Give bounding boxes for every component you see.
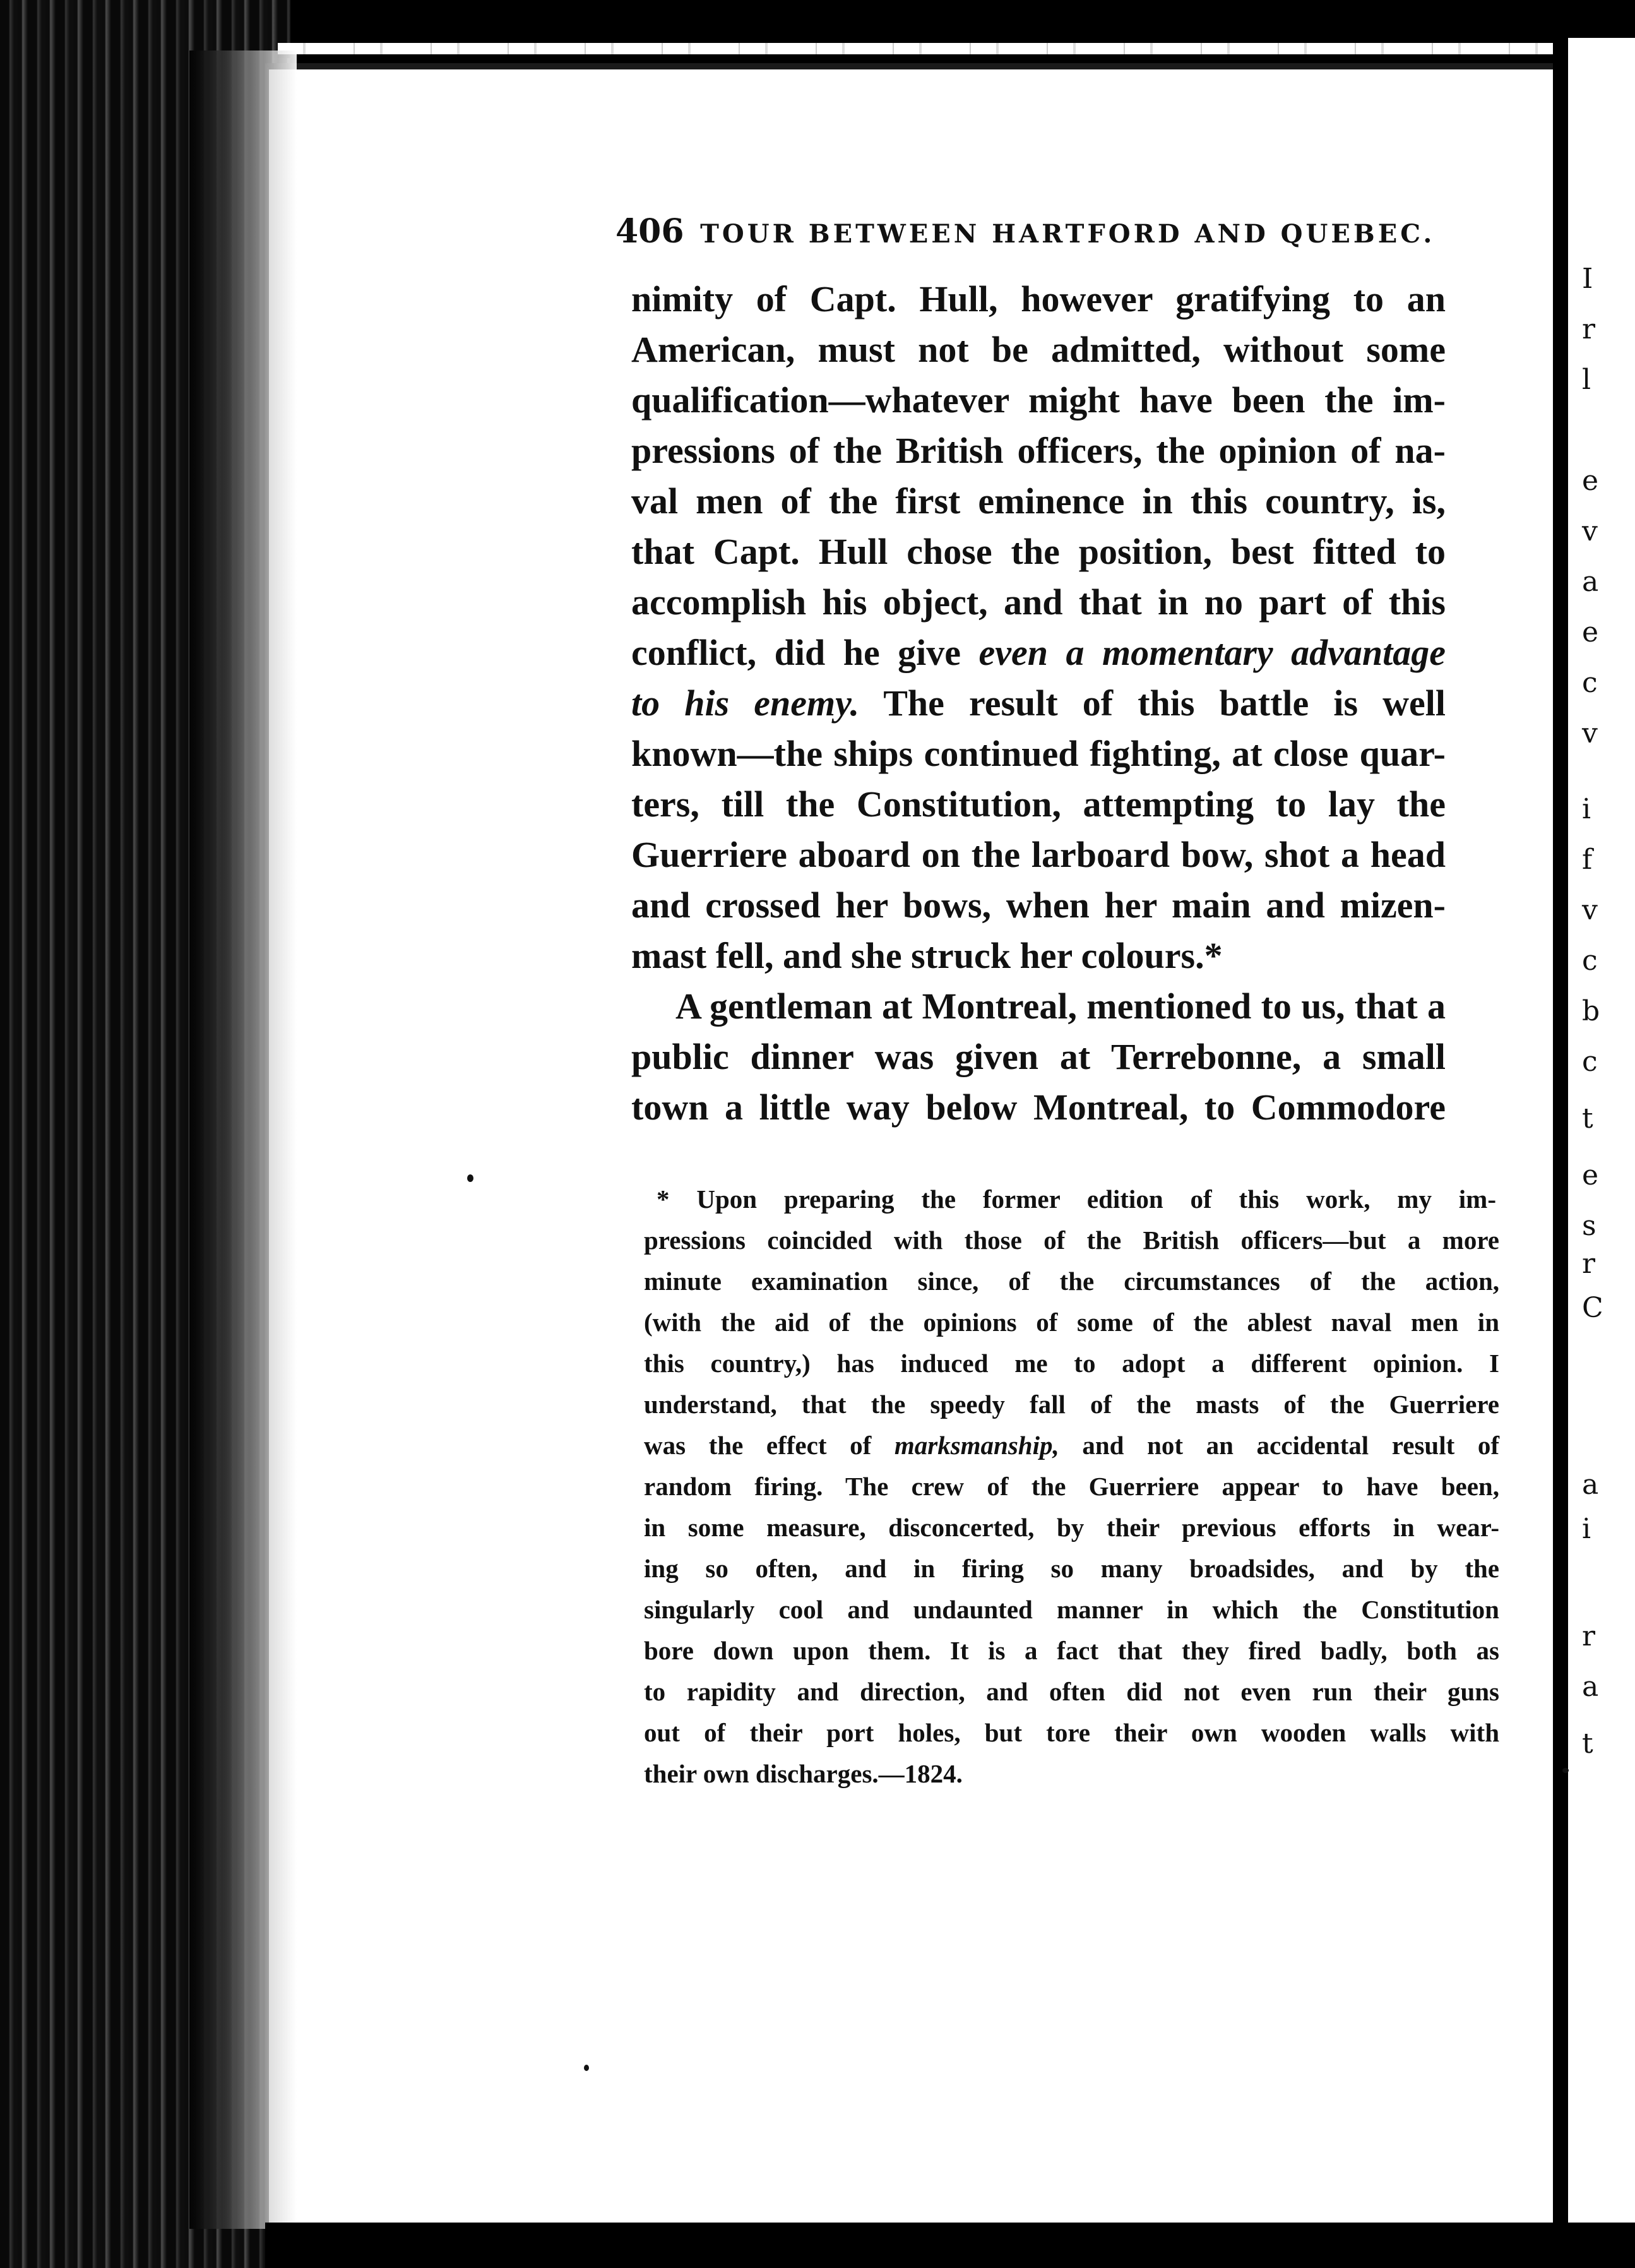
running-header [615, 212, 1436, 251]
body-line: accomplish his object, and that in no part of this [631, 582, 1446, 623]
adjacent-page-glyph: a [1582, 1469, 1599, 1501]
italic-emphasis: to his enemy. [631, 683, 860, 724]
adjacent-page-glyph: l [1582, 364, 1591, 396]
page-number: 406 [615, 212, 684, 251]
body-line: that Capt. Hull chose the position, best fitted to [631, 531, 1446, 572]
adjacent-page-edge [1559, 38, 1635, 2223]
adjacent-page-glyph: v [1582, 717, 1598, 749]
adjacent-page-glyph: i [1582, 793, 1591, 825]
adjacent-page-glyph: r [1582, 313, 1596, 345]
footnote-line: their own discharges.—1824. [644, 1759, 963, 1788]
adjacent-page-glyph: a [1582, 566, 1599, 598]
scan-speck [467, 1174, 473, 1182]
running-title: TOUR BETWEEN HARTFORD AND QUEBEC. [700, 219, 1436, 249]
adjacent-page-glyph: e [1582, 616, 1599, 648]
gutter-shadow [189, 51, 297, 2229]
adjacent-page-glyph: s [1582, 1210, 1596, 1242]
adjacent-page-glyph: t [1582, 1102, 1593, 1135]
body-line: A gentleman at Montreal, mentioned to us, that a [675, 986, 1446, 1027]
body-line: pressions of the British officers, the opinion of na- [631, 430, 1446, 471]
footnote-segment: was the effect of [644, 1431, 872, 1460]
page-bottom-edge [265, 2223, 1566, 2268]
footnote-line: random firing. The crew of the Guerriere appear to have been, [644, 1472, 1499, 1501]
footnote-line: minute examination since, of the circumstances of the action, [644, 1267, 1499, 1296]
body-line: qualification—whatever might have been the im- [631, 379, 1446, 421]
body-line: Guerriere aboard on the larboard bow, shot a head [631, 834, 1446, 875]
italic-emphasis: even a momentary advantage [978, 632, 1446, 673]
footnote-line: in some measure, disconcerted, by their previous efforts in wear- [644, 1513, 1499, 1542]
body-line: ters, till the Constitution, attempting to lay the [631, 784, 1446, 825]
adjacent-page-glyph: a [1582, 1671, 1599, 1703]
body-line: and crossed her bows, when her main and mizen- [631, 885, 1446, 926]
adjacent-page-glyph: c [1582, 1046, 1598, 1078]
adjacent-page-glyph: t [1582, 1728, 1593, 1760]
footnote-line: ing so often, and in firing so many broadsides, and by the [644, 1554, 1499, 1583]
adjacent-page-glyph: r [1582, 1248, 1596, 1280]
adjacent-page-glyph: e [1582, 465, 1599, 497]
body-line: mast fell, and she struck her colours.* [631, 935, 1223, 976]
adjacent-page-glyph: b [1582, 995, 1600, 1027]
body-line: known—the ships continued fighting, at close quar- [631, 733, 1446, 774]
scan-speck [584, 2065, 589, 2071]
body-line-mixed [631, 682, 1446, 724]
adjacent-page-glyph: i [1582, 1513, 1591, 1545]
body-line-mixed [631, 631, 1446, 674]
adjacent-page-glyph: c [1582, 945, 1598, 977]
body-line-segment: conflict, did he give [631, 632, 961, 673]
body-line: American, must not be admitted, without some [631, 329, 1446, 370]
footnote-line: understand, that the speedy fall of the masts of the Guerriere [644, 1390, 1499, 1419]
adjacent-page-glyph: v [1582, 515, 1598, 547]
body-line: nimity of Capt. Hull, however gratifying to an [631, 278, 1446, 319]
body-line: public dinner was given at Terrebonne, a small [631, 1036, 1446, 1077]
footnote-line: (with the aid of the opinions of some of the ablest naval men in [644, 1308, 1499, 1337]
adjacent-page-glyph: v [1582, 894, 1598, 926]
body-line: town a little way below Montreal, to Commodore [631, 1087, 1446, 1128]
body-line-segment: The result of this battle is well [883, 683, 1446, 724]
scan-speck [1562, 1768, 1569, 1773]
adjacent-page-glyph: f [1582, 844, 1593, 876]
footnote-line: singularly cool and undaunted manner in which the Constitution [644, 1595, 1499, 1624]
page-top-edge [278, 43, 1553, 58]
footnote-line-mixed [644, 1430, 1499, 1460]
adjacent-page-glyph: C [1582, 1292, 1603, 1324]
adjacent-page-glyph: c [1582, 667, 1598, 699]
adjacent-page-glyph: r [1582, 1620, 1596, 1652]
adjacent-page-glyph: I [1582, 263, 1593, 295]
footnote-line: * Upon preparing the former edition of this work, my im- [657, 1185, 1496, 1214]
footnote-line: this country,) has induced me to adopt a different opinion. I [644, 1349, 1499, 1378]
footnote-line: bore down upon them. It is a fact that they fired badly, both as [644, 1636, 1499, 1665]
footnote-line: pressions coincided with those of the British officers—but a more [644, 1226, 1499, 1255]
footnote-segment: and not an accidental result of [1082, 1431, 1500, 1460]
adjacent-page-glyph: e [1582, 1159, 1599, 1191]
footnote-line: to rapidity and direction, and often did not even run their guns [644, 1677, 1499, 1706]
italic-emphasis: marksmanship, [894, 1431, 1059, 1460]
footnote-line: out of their port holes, but tore their own wooden walls with [644, 1718, 1499, 1747]
body-line: val men of the first eminence in this country, is, [631, 480, 1446, 522]
